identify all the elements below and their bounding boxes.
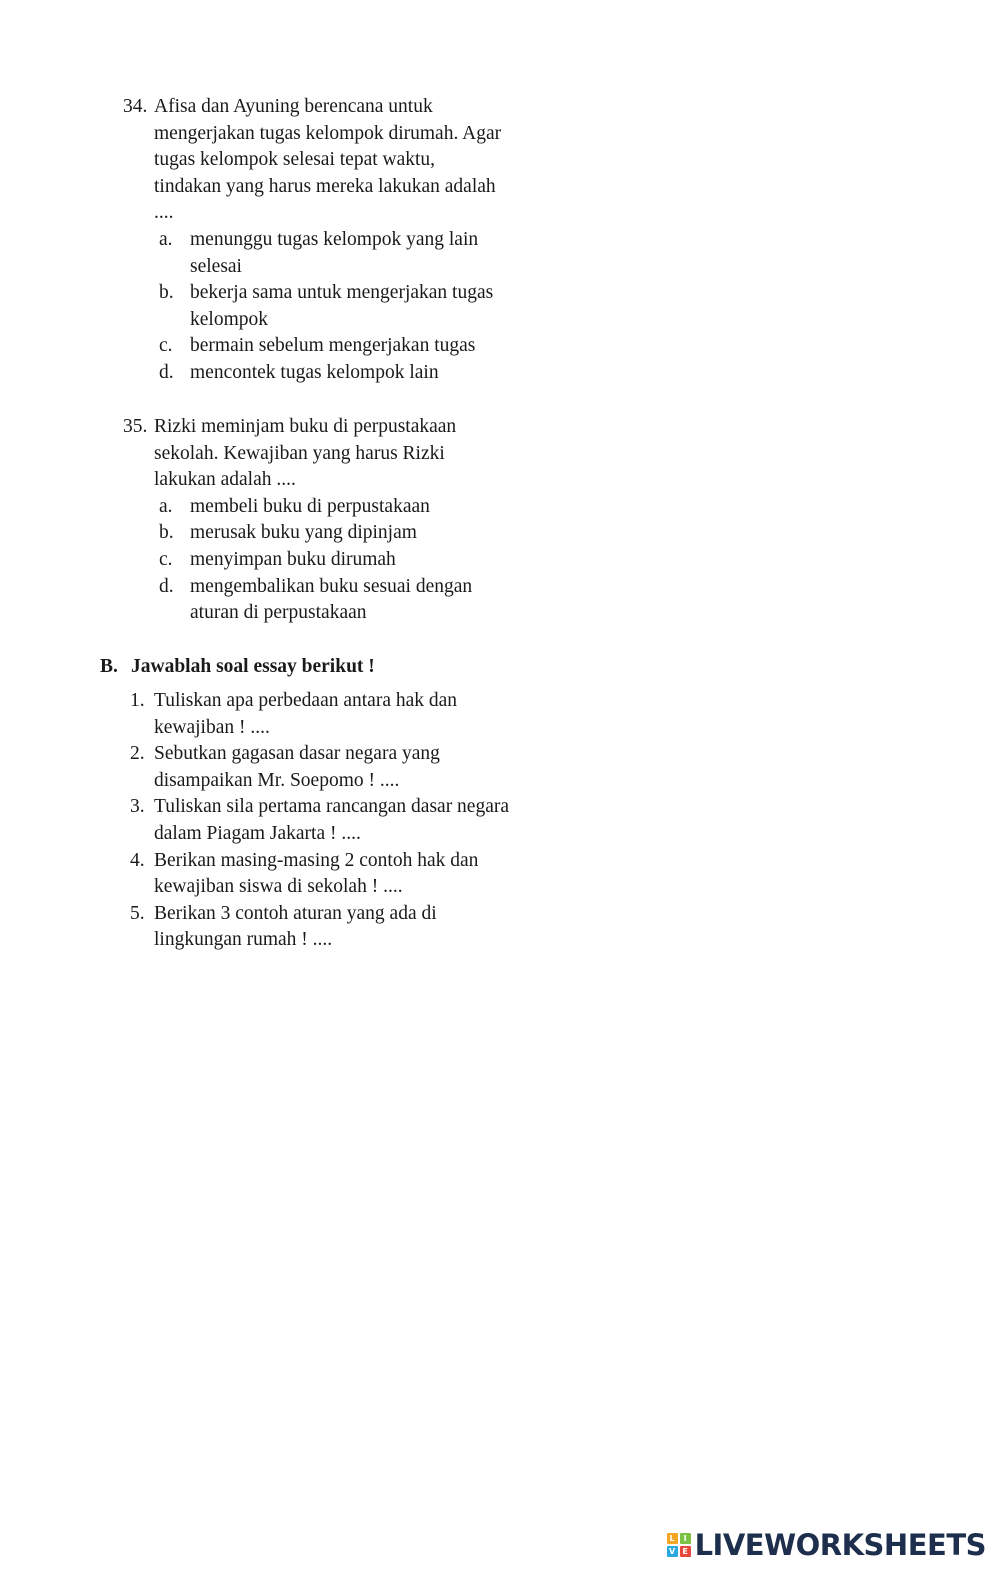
- logo-tile: V: [667, 1546, 678, 1557]
- option-c: [159, 333, 503, 360]
- essay-number: 4.: [130, 849, 145, 871]
- essay-text: Sebutkan gagasan dasar negara yang disampaikan Mr. Soepomo ! ....: [154, 743, 440, 791]
- logo-tile: I: [680, 1533, 691, 1544]
- option-text: bekerja sama untuk mengerjakan tugas kelompok: [190, 282, 494, 330]
- essay-list: [130, 688, 510, 954]
- option-c: [159, 547, 503, 574]
- option-letter: b.: [159, 522, 174, 544]
- option-a: [159, 494, 503, 521]
- question-35: [123, 414, 503, 627]
- essay-number: 2.: [130, 743, 145, 765]
- option-letter: c.: [159, 335, 173, 357]
- logo-tile: L: [667, 1533, 678, 1544]
- question-number: 35.: [123, 416, 148, 437]
- option-text: menyimpan buku dirumah: [190, 548, 396, 570]
- essay-text: Berikan masing-masing 2 contoh hak dan kewajiban siswa di sekolah ! ....: [154, 849, 479, 898]
- option-text: mengembalikan buku sesuai dengan aturan di perpustakaan: [190, 575, 473, 624]
- option-text: bermain sebelum mengerjakan tugas: [190, 335, 476, 357]
- essay-text: Berikan 3 contoh aturan yang ada di lingkungan rumah ! ....: [154, 902, 437, 951]
- option-letter: c.: [159, 548, 173, 570]
- option-text: mencontek tugas kelompok lain: [190, 361, 439, 383]
- question-34: [123, 94, 503, 387]
- option-letter: d.: [159, 361, 174, 383]
- logo-wordmark: LIVEWORKSHEETS: [694, 1528, 986, 1562]
- option-text: menunggu tugas kelompok yang lain selesai: [190, 228, 479, 277]
- essay-item: [130, 848, 510, 901]
- option-a: [159, 227, 503, 280]
- section-title: Jawablah soal essay berikut !: [131, 656, 375, 677]
- logo-tile: E: [680, 1546, 691, 1557]
- essay-text: Tuliskan sila pertama rancangan dasar negara dalam Piagam Jakarta ! ....: [154, 796, 510, 844]
- option-text: membeli buku di perpustakaan: [190, 495, 430, 517]
- option-text: merusak buku yang dipinjam: [190, 522, 417, 544]
- liveworksheets-logo: [667, 1527, 986, 1563]
- essay-item: [130, 688, 510, 741]
- section-b-heading: [100, 654, 375, 681]
- essay-item: [130, 741, 510, 794]
- option-d: [159, 360, 503, 387]
- essay-number: 3.: [130, 796, 145, 818]
- section-letter: B.: [100, 656, 118, 677]
- essay-text: Tuliskan apa perbedaan antara hak dan kewajiban ! ....: [154, 690, 458, 738]
- question-stem: Rizki meminjam buku di perpustakaan sekolah. Kewajiban yang harus Rizki lakukan adalah ....: [154, 416, 457, 491]
- question-number: 34.: [123, 96, 148, 117]
- option-b: [159, 280, 503, 333]
- option-d: [159, 574, 503, 627]
- essay-number: 1.: [130, 690, 145, 711]
- question-stem: Afisa dan Ayuning berencana untuk mengerjakan tugas kelompok dirumah. Agar tugas kelompok selesai tepat waktu, tindakan yang harus mereka lakukan adalah ....: [154, 96, 502, 224]
- option-letter: b.: [159, 282, 174, 304]
- option-letter: d.: [159, 575, 174, 597]
- option-letter: a.: [159, 228, 173, 250]
- essay-number: 5.: [130, 902, 145, 924]
- logo-mark-icon: [667, 1533, 691, 1557]
- essay-item: [130, 901, 510, 954]
- option-b: [159, 520, 503, 547]
- option-letter: a.: [159, 495, 173, 517]
- essay-item: [130, 794, 510, 847]
